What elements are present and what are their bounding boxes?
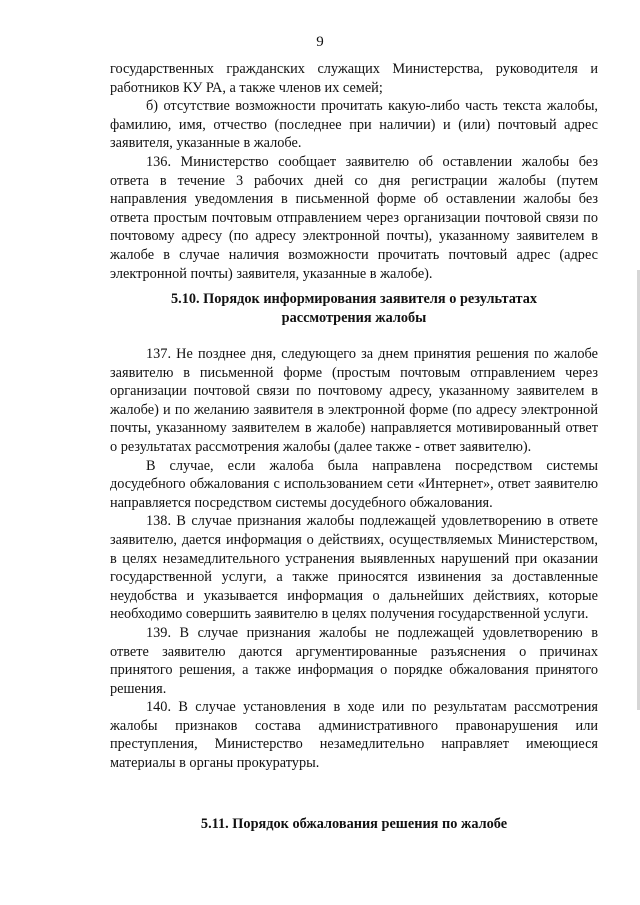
paragraph-139: 139. В случае признания жалобы не подлежащей удовлетворению в ответе заявителю даются аргументированные разъяснения о причинах принятого решения, а также информация о порядке обжалования принятого решения.	[110, 624, 598, 697]
section-heading-5-10	[110, 290, 598, 327]
paragraph-136: 136. Министерство сообщает заявителю об оставлении жалобы без ответа в течение 3 рабочих дней со дня регистрации жалобы (путем направления уведомления в письменной форме об оставлении жалобы без ответа простым почтовым отправлением через организации почтовой связи по почтовому адресу (по адресу электронной почты), указанному заявителем в жалобе в случае наличия возможности прочитать почтовый адрес (адрес электронной почты) заявителя, указанные в жалобе).	[110, 153, 598, 282]
paragraph-internet: В случае, если жалоба была направлена посредством системы досудебного обжалования с использованием сети «Интернет», ответ заявителю направляется посредством системы досудебного обжалования.	[110, 457, 598, 511]
paragraph-140: 140. В случае установления в ходе или по результатам рассмотрения жалобы признаков состава административного правонарушения или преступления, Министерство незамедлительно направляет имеющиеся материалы в органы прокуратуры.	[110, 699, 598, 772]
page-number: 9	[316, 34, 324, 50]
section-heading-5-10-line1: 5.10. Порядок информирования заявителя о результатах	[171, 291, 537, 307]
body-text-top	[110, 60, 598, 283]
section-heading-5-10-line2: рассмотрения жалобы	[281, 309, 427, 326]
body-text-section-5-10	[110, 345, 598, 773]
paragraph-continuation: государственных гражданских служащих Министерства, руководителя и работников КУ РА, а также членов их семей;	[110, 61, 598, 96]
paragraph-138: 138. В случае признания жалобы подлежащей удовлетворению в ответе заявителю, дается информация о действиях, осуществляемых Министерством, в целях незамедлительного устранения выявленных нарушений при оказании государственной услуги, а также приносятся извинения за доставленные неудобства и указывается информация о дальнейших действиях, которые необходимо совершить заявителю в целях получения государственной услуги.	[110, 513, 598, 623]
section-heading-5-11: 5.11. Порядок обжалования решения по жалобе	[200, 816, 508, 832]
paragraph-137: 137. Не позднее дня, следующего за днем принятия решения по жалобе заявителю в письменной форме (простым почтовым отправлением через организации почтовой связи по почтовому адресу, указанному заявителем в жалобе) и по желанию заявителя в электронной форме (по адресу электронной почты, указанному заявителем в жалобе) направляется мотивированный ответ о результатах рассмотрения жалобы (далее также - ответ заявителю).	[110, 346, 598, 455]
paragraph-item-b: б) отсутствие возможности прочитать какую-либо часть текста жалобы, фамилию, имя, отчество (последнее при наличии) и (или) почтовый адрес заявителя, указанные в жалобе.	[110, 98, 598, 152]
